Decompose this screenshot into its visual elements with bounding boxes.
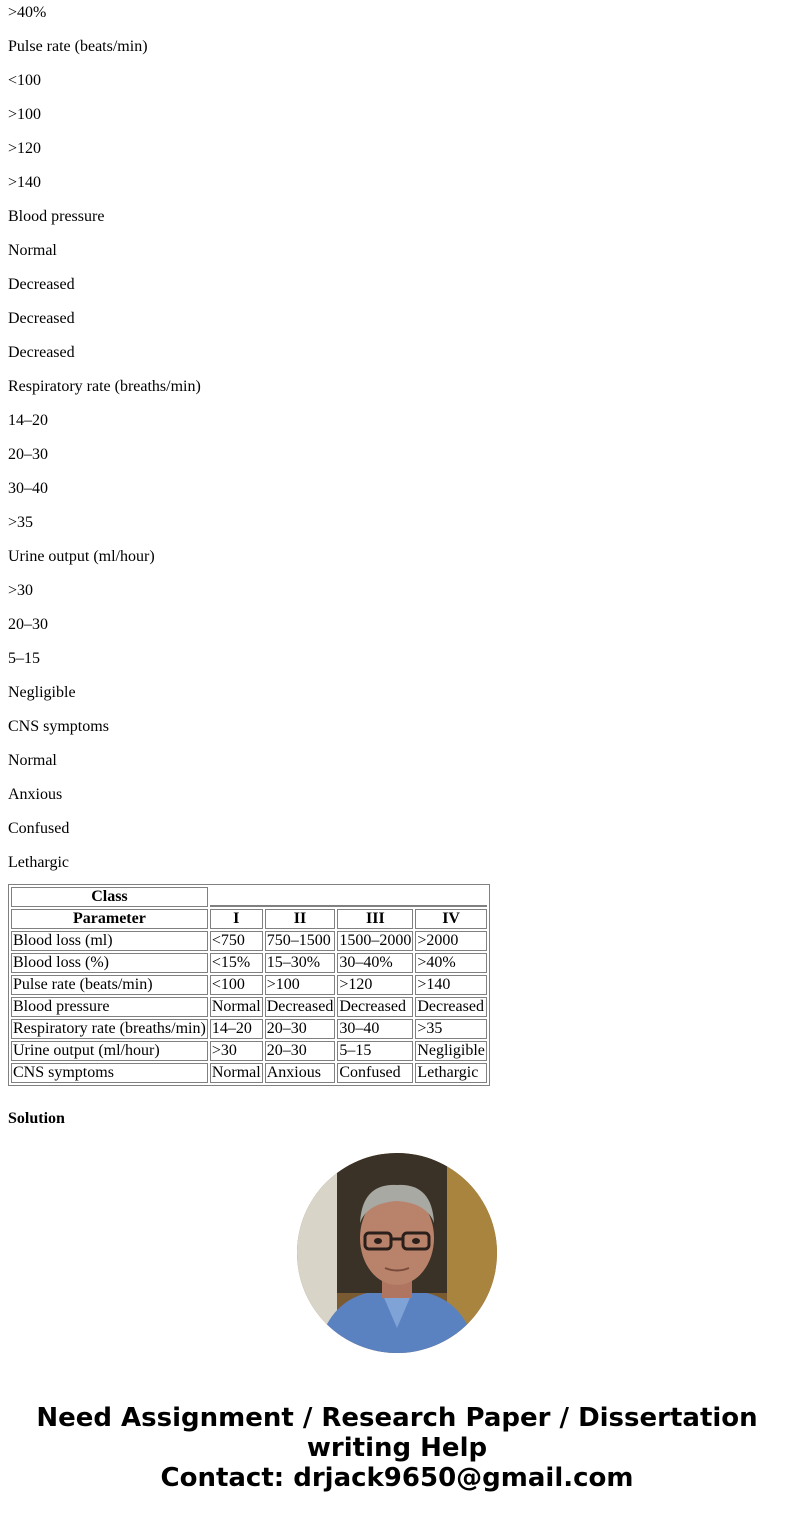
text-line: Lethargic [8, 854, 70, 871]
text-line: 20–30 [8, 616, 48, 633]
class-i-header: I [210, 909, 263, 929]
table-body [11, 931, 487, 1083]
value-cell: Decreased [337, 997, 413, 1017]
text-line: 14–20 [8, 412, 48, 429]
text-line: Pulse rate (beats/min) [8, 38, 148, 55]
value-cell: Decreased [415, 997, 487, 1017]
text-line: Blood pressure [8, 208, 105, 225]
text-line: Normal [8, 242, 57, 259]
value-cell: 20–30 [265, 1019, 336, 1039]
parameter-cell: Urine output (ml/hour) [11, 1041, 208, 1061]
promo-banner [0, 1123, 794, 1523]
table-row [11, 953, 487, 973]
text-line: >30 [8, 582, 34, 599]
text-line: Anxious [8, 786, 63, 803]
value-cell: Confused [337, 1063, 413, 1083]
value-cell: 30–40% [337, 953, 413, 973]
text-line: CNS symptoms [8, 718, 109, 735]
value-cell: 30–40 [337, 1019, 413, 1039]
hemorrhage-class-table [8, 884, 490, 1086]
table-row [11, 1063, 487, 1083]
value-cell: <750 [210, 931, 263, 951]
table-header-row [11, 887, 487, 907]
parameter-cell: Respiratory rate (breaths/min) [13, 1020, 206, 1037]
promo-line-1: Need Assignment / Research Paper / Dissertation [36, 1403, 758, 1433]
class-ii-header: II [265, 909, 336, 929]
promo-text [0, 1403, 794, 1493]
text-line: <100 [8, 72, 42, 89]
value-cell: Lethargic [415, 1063, 487, 1083]
parameter-header: Parameter [11, 909, 208, 929]
text-line: >40% [8, 4, 47, 21]
value-cell: 14–20 [210, 1019, 263, 1039]
parameter-cell: Blood loss (ml) [11, 931, 208, 951]
table-subheader-row [11, 909, 487, 929]
text-line: Confused [8, 820, 70, 837]
author-portrait-icon [297, 1153, 497, 1353]
table-row [11, 975, 487, 995]
parameter-cell: Pulse rate (beats/min) [11, 975, 208, 995]
value-cell: 20–30 [265, 1041, 336, 1061]
text-line: Decreased [8, 276, 75, 293]
document-body [8, 0, 788, 1123]
value-cell: 15–30% [265, 953, 336, 973]
text-line: Urine output (ml/hour) [8, 548, 155, 565]
value-cell: Decreased [266, 998, 334, 1015]
parameter-cell: Blood loss (%) [11, 953, 208, 973]
class-header-spacer [210, 887, 487, 907]
text-line: 30–40 [8, 480, 48, 497]
value-cell: >120 [337, 975, 413, 995]
value-cell: >30 [210, 1041, 263, 1061]
table-row [11, 997, 487, 1017]
text-line: Normal [8, 752, 57, 769]
value-cell: 5–15 [337, 1041, 413, 1061]
text-line: Respiratory rate (breaths/min) [8, 378, 201, 395]
class-iii-header: III [337, 909, 413, 929]
value-cell: >100 [265, 975, 336, 995]
value-cell: <100 [210, 975, 263, 995]
text-line: >100 [8, 106, 42, 123]
text-line: >35 [8, 514, 34, 531]
value-cell: <15% [210, 953, 263, 973]
value-cell: 750–1500 [265, 931, 336, 951]
author-avatar [297, 1153, 497, 1353]
text-line: >120 [8, 140, 42, 157]
value-cell: Negligible [417, 1042, 485, 1059]
text-line: Decreased [8, 344, 75, 361]
parameter-cell: CNS symptoms [11, 1063, 208, 1083]
value-cell: 1500–2000 [339, 932, 412, 949]
table-row [11, 931, 487, 951]
promo-line-2: writing Help [306, 1433, 488, 1463]
text-line: Decreased [8, 310, 75, 327]
table-row [11, 1041, 487, 1061]
promo-contact[interactable]: Contact: drjack9650@gmail.com [160, 1463, 634, 1493]
solution-heading: Solution [8, 1110, 65, 1123]
value-cell: >140 [415, 975, 487, 995]
value-cell: Normal [211, 998, 261, 1015]
parameter-cell: Blood pressure [11, 997, 208, 1017]
value-cell: >35 [415, 1019, 487, 1039]
text-line: 5–15 [8, 650, 40, 667]
value-cell: >40% [415, 953, 487, 973]
text-lines [8, 0, 788, 884]
class-iv-header: IV [415, 909, 487, 929]
value-cell: >2000 [415, 931, 487, 951]
class-header: Class [11, 887, 208, 907]
text-line: Negligible [8, 684, 76, 701]
text-line: 20–30 [8, 446, 48, 463]
text-line: >140 [8, 174, 42, 191]
table-row [11, 1019, 487, 1039]
value-cell: Normal [211, 1064, 261, 1081]
value-cell: Anxious [265, 1063, 336, 1083]
